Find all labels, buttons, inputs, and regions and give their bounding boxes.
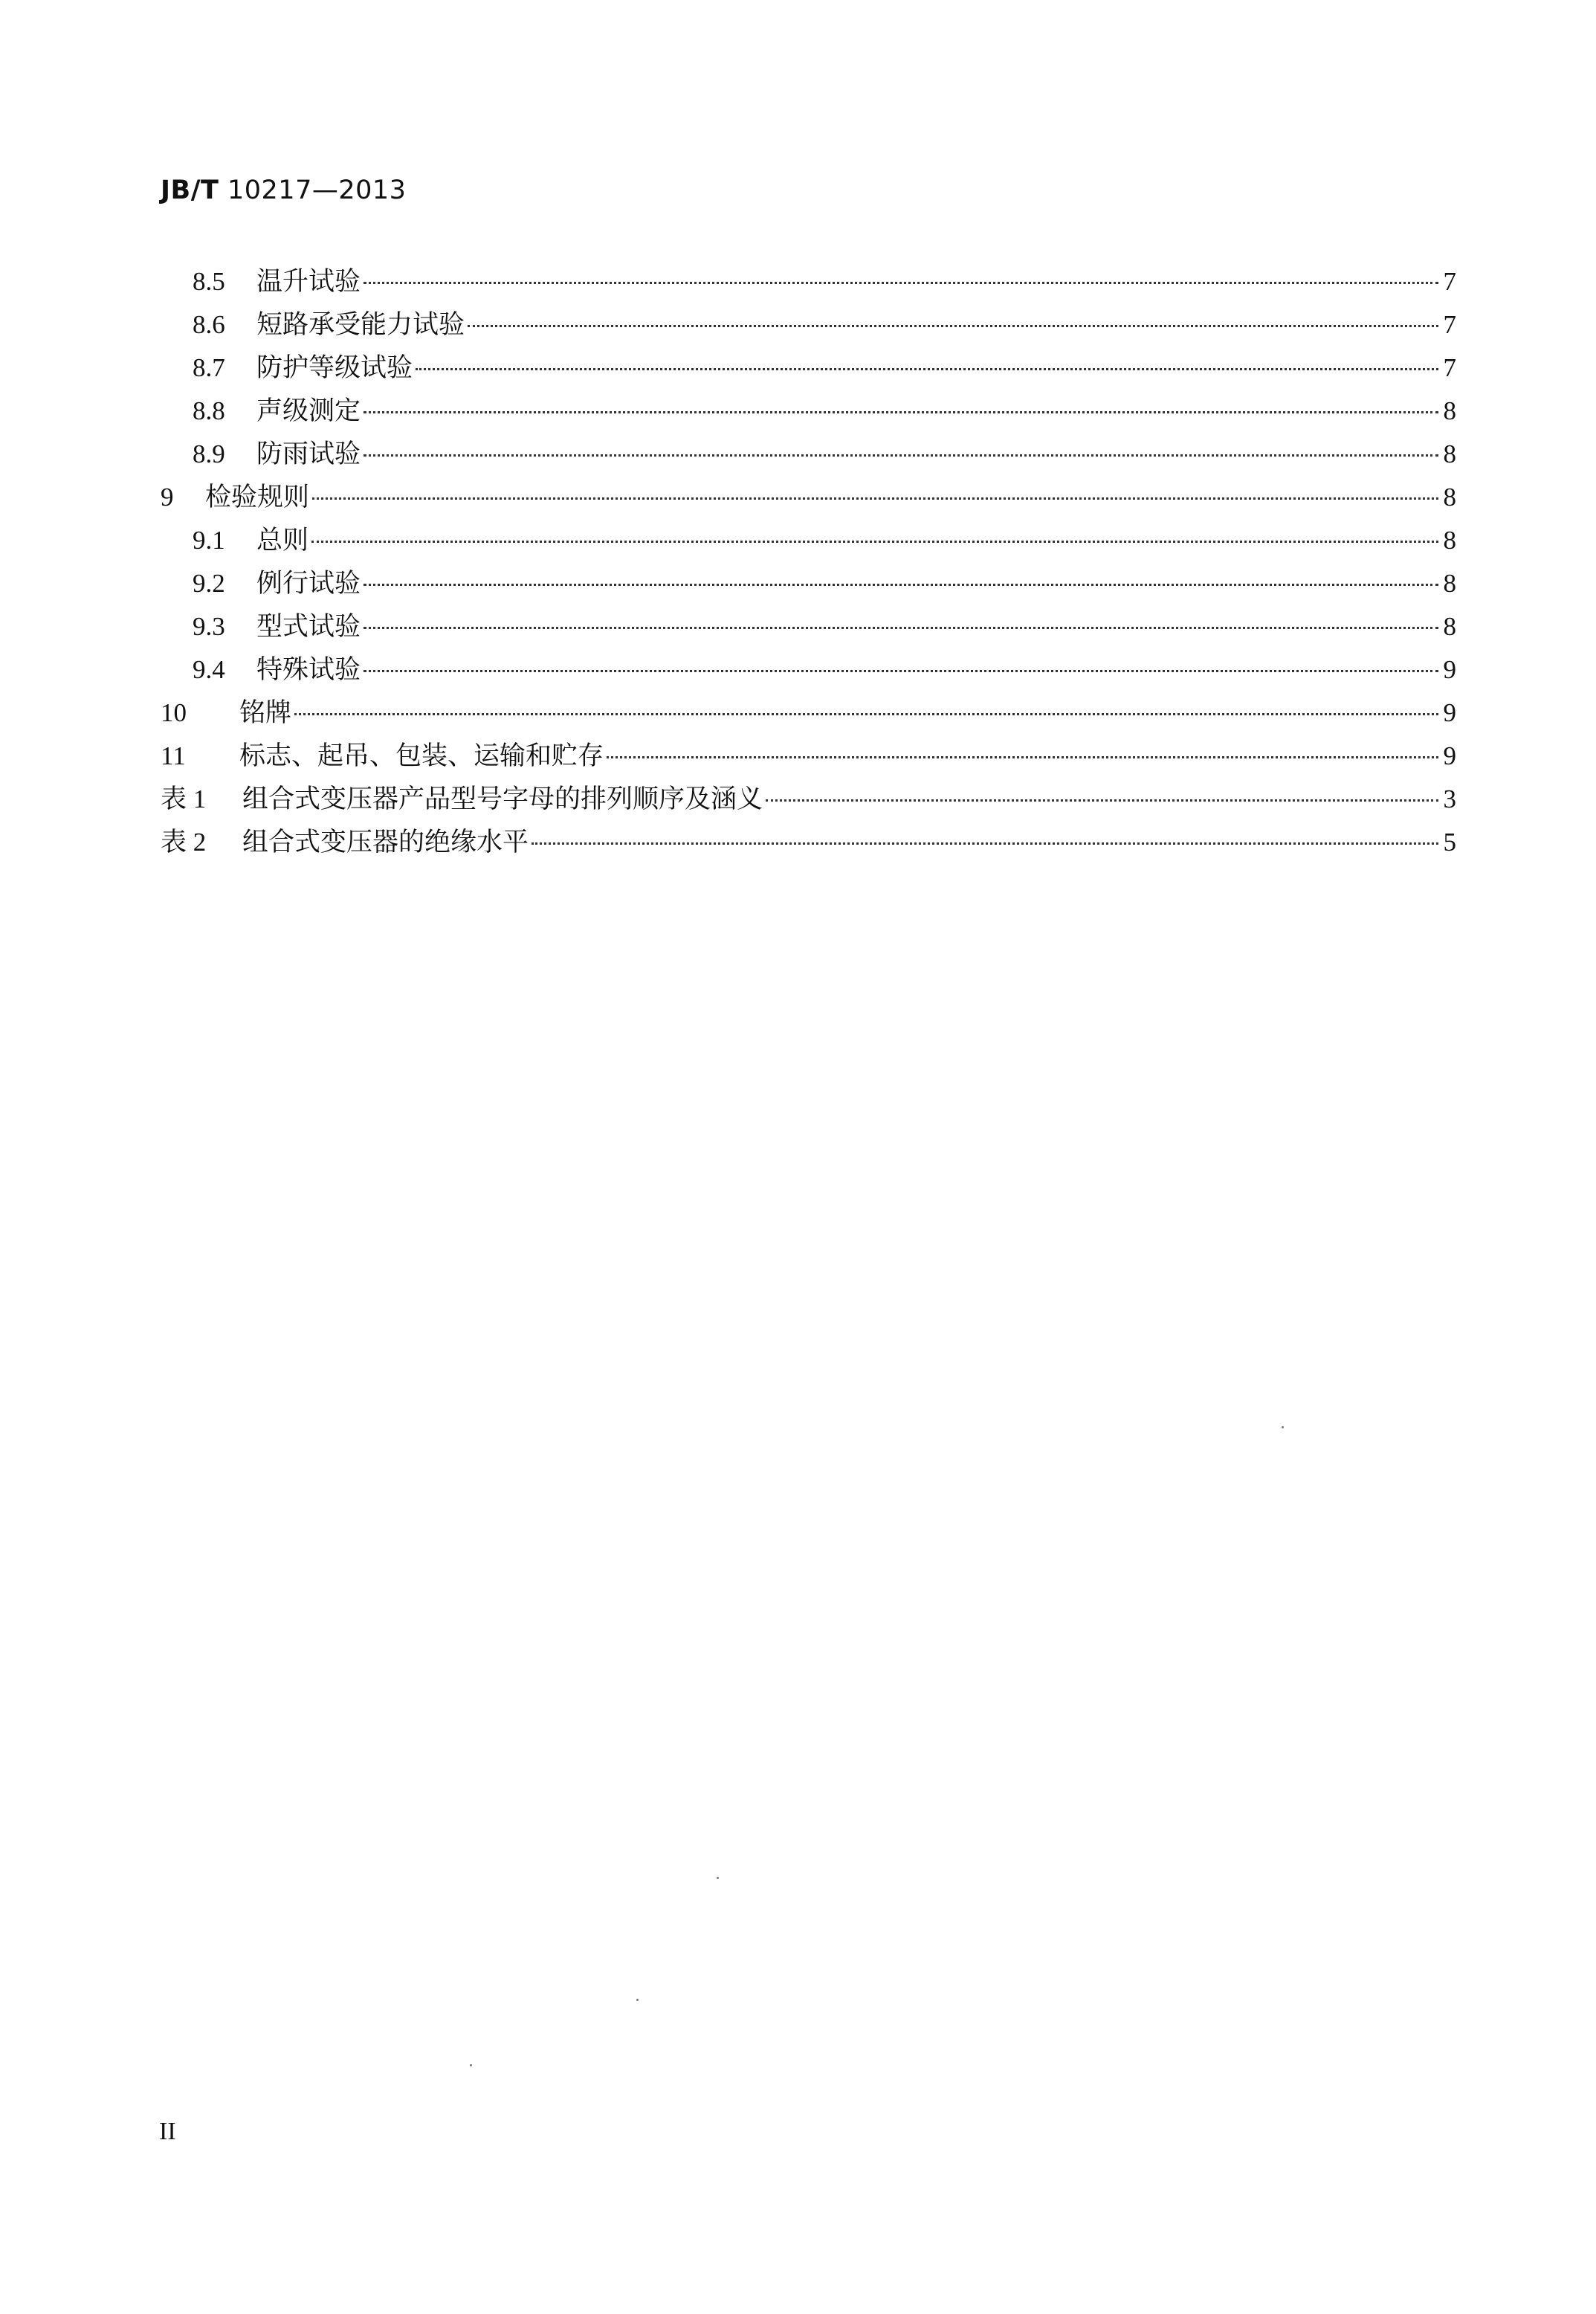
toc-dot-leader [364,282,1438,284]
toc-dot-leader [311,541,1438,543]
toc-entry-title: 检验规则 [205,483,310,512]
toc-entry-title: 组合式变压器的绝缘水平 [242,828,529,857]
toc-entry-number: 8.6 [193,310,225,339]
toc-entry-title: 标志、起吊、包装、运输和贮存 [239,741,604,771]
toc-entry-page: 3 [1443,784,1456,813]
toc-entry-page: 7 [1443,310,1456,339]
document-code-prefix: JB/T [161,175,219,205]
scan-speck [636,1999,639,2001]
toc-entry-number: 9.1 [193,526,225,555]
toc-entry[interactable] [161,735,1456,778]
scan-speck [717,1877,719,1879]
toc-entry-title: 温升试验 [256,267,361,297]
scan-speck [1282,1426,1284,1428]
toc-entry-page: 7 [1443,267,1456,296]
toc-dot-leader [364,670,1438,672]
toc-entry[interactable] [193,390,1456,433]
toc-entry[interactable] [193,648,1456,692]
toc-entry-title: 总则 [256,526,309,555]
toc-entry-title: 组合式变压器产品型号字母的排列顺序及涵义 [242,784,763,814]
toc-dot-leader [364,411,1438,413]
toc-entry-number: 8.8 [193,396,225,425]
toc-entry[interactable] [193,347,1456,390]
toc-dot-leader [468,325,1438,327]
toc-entry[interactable] [193,562,1456,605]
page-number: II [159,2118,176,2145]
toc-entry-title: 声级测定 [256,396,361,426]
toc-entry-number: 9.2 [193,569,225,598]
toc-entry-number: 8.5 [193,267,225,296]
toc-entry-page: 7 [1443,353,1456,382]
toc-entry-page: 5 [1443,828,1456,857]
toc-entry-title: 防护等级试验 [256,353,413,383]
document-code-number: 10217—2013 [227,175,407,205]
toc-dot-leader [294,713,1438,715]
toc-dot-leader [312,497,1438,500]
document-code [161,175,406,205]
toc-entry[interactable] [193,605,1456,648]
toc-dot-leader [364,627,1438,629]
toc-entry-number: 表 1 [161,784,207,813]
toc-entry-title: 特殊试验 [256,655,361,685]
toc-entry-title: 铭牌 [239,698,292,728]
toc-entry-title: 防雨试验 [256,439,361,469]
toc-entry[interactable] [161,778,1456,821]
toc-dot-leader [416,368,1438,370]
toc-entry-page: 8 [1443,612,1456,641]
toc-dot-leader [364,584,1438,586]
toc-entry-number: 10 [161,698,187,727]
toc-entry[interactable] [193,303,1456,347]
toc-entry-number: 11 [161,741,186,770]
toc-entry[interactable] [161,821,1456,864]
toc-entry-page: 8 [1443,483,1456,512]
toc-entry-page: 8 [1443,439,1456,468]
toc-dot-leader [532,842,1438,845]
toc-entry-number: 8.7 [193,353,225,382]
toc-entry-number: 8.9 [193,439,225,468]
toc-entry-number: 表 2 [161,828,207,857]
toc-dot-leader [766,799,1438,802]
scan-speck [470,2064,472,2066]
toc-entry-title: 型式试验 [256,612,361,642]
toc-entry-number: 9.3 [193,612,225,641]
toc-entry-page: 9 [1443,741,1456,770]
toc-entry-page: 9 [1443,698,1456,727]
toc-entry[interactable] [161,692,1456,735]
toc-entry[interactable] [193,433,1456,476]
toc-dot-leader [364,454,1438,457]
toc-entry-page: 9 [1443,655,1456,684]
toc-entry-title: 短路承受能力试验 [256,310,465,340]
toc-entry-title: 例行试验 [256,569,361,599]
toc-entry-page: 8 [1443,396,1456,425]
toc-entry-page: 8 [1443,526,1456,555]
toc-entry-number: 9.4 [193,655,225,684]
toc-entry-page: 8 [1443,569,1456,598]
toc-entry[interactable] [193,260,1456,303]
toc-entry[interactable] [161,476,1456,519]
toc-entry-number: 9 [161,483,174,512]
toc-dot-leader [607,756,1438,758]
toc-entry[interactable] [193,519,1456,562]
